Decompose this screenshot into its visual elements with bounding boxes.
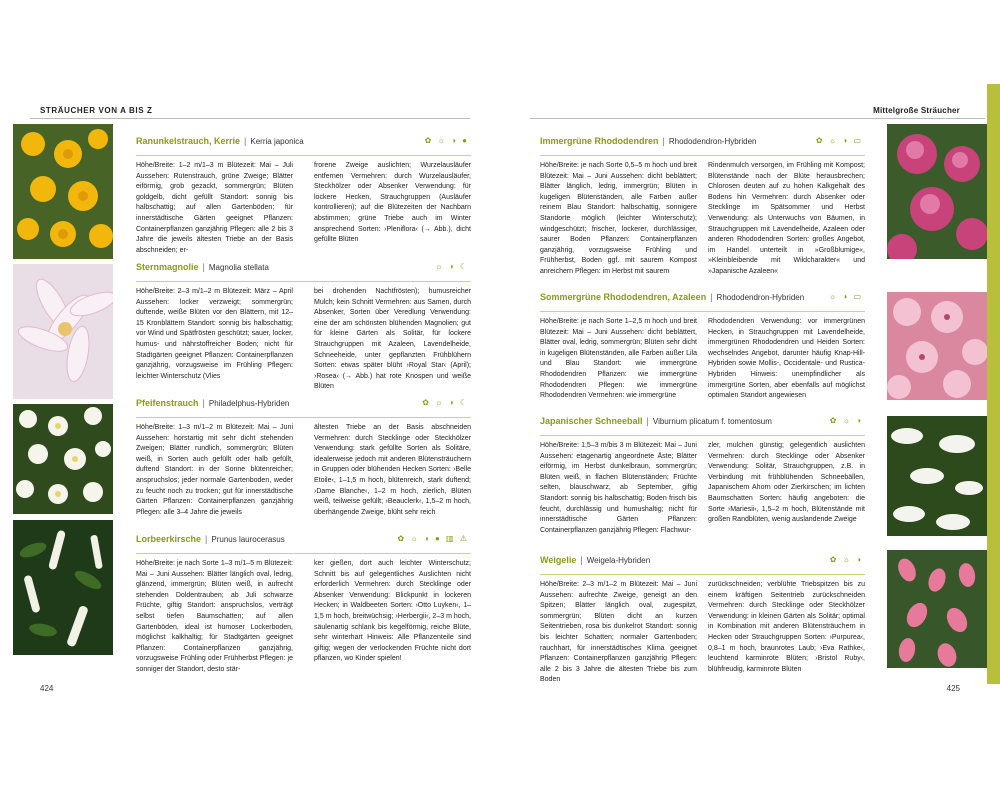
entry-text-col1: Höhe/Breite: je nach Sorte 1–3 m/1–5 m Blütezeit: Mai – Juni Aussehen: Blätter länglich oval, ledrig, glänzend, immergrün; Blüten weiß, in aufrecht stehenden Doldentrauben; ab Juli schwarze Früchte, giftig Standort: anspruchslos, verträgt selbst tiefen Baumschatten; auf allen Gartenböden, ideal ist humoser Lockerboden, möglichst kalkhaltig; für Stadtgärten geeignet Pflanzen: Containerpflanzen ganzjährig, vorzugsweise Frühling oder Frühherbst Pflegen: je sonniger der Standort, desto stär- [136, 560, 293, 673]
photo-philadelphus [13, 404, 113, 539]
entry-prunus: Lorbeerkirsche | Prunus laurocerasus ✿ ☼ ◑ ● ▥ ⚠ Höhe/Breite: je nach Sorte 1–3 m/1–5 m Blütezeit: Mai – Juni Aussehen: Blätter länglich oval, ledrig, glänzend, immergrün; Blüten weiß, in aufrecht stehenden Doldentrauben; ab Juli schwarze Früchte, giftig Standort: anspruchslos, verträgt selbst tiefen Baumschatten; auf allen Gartenböden, ideal ist humoser Lockerboden, möglichst kalkhaltig; für Stadtgärten geeignet Pflanzen: Containerpflanzen ganzjährig, vorzugsweise Frühling oder Frühherbst Pflegen: je sonniger der Standort, desto stär- ker gießen, dort auch leichter Winterschutz; Schnitt bis auf gelegentliches Auslichten nicht erforderlich Vermehren: durch Stecklinge oder Absenker Verwendung: Blickpunkt in lockeren Hecken; in Waldbeeten Sorten: ›Otto Luyken‹, 1–1,5 m hoch, breitwüchsig; ›Herbergii‹, 2–3 m hoch, säulenartig schlank bis kegelförmig, reiche Blüte, sehr winterhart Hinweis: Alle Pflanzenteile sind giftig; wegen der verlockenden Früchte nicht dort pflanzen, wo Kinder spielen! [136, 534, 471, 676]
entry-latin-name: Prunus laurocerasus [211, 535, 285, 544]
entry-latin-name: Rhododendron-Hybriden [716, 293, 805, 302]
right-page [500, 0, 1000, 800]
entry-text-col2: Rhododendren Verwendung: vor immergrünen Hecken, in Strauchgruppen mit Lavendelheide, immergrünen Rhododendren und Heiden Sorten: wechselndes Angebot, darunter häufig Knap-Hill-Hybriden sowie Mollis-, Occidentale- und Rustica-Hybriden Hinweis: unempfindlicher als immergrüne Sorten, aber ebenfalls auf möglichst optimalen Standort angewiesen [708, 318, 865, 400]
photo-azalea [887, 292, 987, 427]
entry-latin-name: Magnolia stellata [208, 263, 269, 272]
entry-immergruene-rhododendren: Immergrüne Rhododendren | Rhododendron-Hybriden ✿ ☼ ◑ ▭ Höhe/Breite: je nach Sorte 0,5–5 m hoch und breit Blütezeit: Mai – Juni Aussehen: dicht beblättert; Blätter länglich, ledrig, immergrün; Blüten in kugeligen Blütenständen, alle Farben außer reinem Blau Standort: halbschattig, sonnigere Standorte möglich (leichter Winterschutz); windgeschützt; frischer, lockerer, durchlässiger, saurer Boden Pflanzen: Containerpflanzen ganzjährig, vorzugsweise Frühling und Frühherbst, Boden ggf. mit saurem Kompost anreichern Pflegen: im Herbst mit saurem Rindenmulch versorgen, im Frühling mit Kompost; Blütenstände nach der Blüte herausbrechen; Chlorosen deuten auf zu hohen Kalkgehalt des Bodens hin Vermehren: durch Absenker oder Stecklinge im Spätsommer und Herbst Verwendung: als Unterwuchs von Bäumen, in Strauchgruppen mit Lavendelheide, Azaleen oder anderen Rhododendren Sorten: großes Angebot, im Handel unterteilt in »Großblumige«, »Kleinbleibende mit Wildcharakter« und »Japanische Azaleen« [540, 136, 865, 278]
entry-text-col1: Höhe/Breite: 1–2 m/1–3 m Blütezeit: Mai – Juli Aussehen: Rutenstrauch, grüne Zweige; Blätter eiförmig, grob gezackt, sommergrün; Blüten goldgelb, dicht gefüllt Standort: sonnig bis halbschattig; auf allen Gartenböden; für innerstädtische Gärten geeignet Pflanzen: Containerpflanzen ganzjährig Pflegen: alle 2 bis 3 Jahre die jeweils ältesten Triebe an der Basis abschneiden; er- [136, 162, 293, 254]
entry-text-col1: Höhe/Breite: 1,5–3 m/bis 3 m Blütezeit: Mai – Juni Aussehen: etagenartig angeordnete Äste; Blätter eiförmig, im Herbst dunkelbraun, sommergrün; Blüten weiß, in flachen Blütenständen; Früchte selten, blauschwarz, ab September, giftig Standort: sonnig bis halbschattig; Boden frisch bis feucht, durchlässig und humushaltig; nicht für innerstädtische Gärten Pflanzen: Containerpflanzen ganzjährig Pflegen: Flachwur- [540, 442, 697, 534]
photo-viburnum [887, 416, 987, 551]
entry-kerria: Ranunkelstrauch, Kerrie | Kerria japonica ✿ ☼ ◑ ● Höhe/Breite: 1–2 m/1–3 m Blütezeit: Mai – Juli Aussehen: Rutenstrauch, grüne Zweige; Blätter eiförmig, grob gezackt, sommergrün; Blüten goldgelb, dicht gefüllt Standort: sonnig bis halbschattig; auf allen Gartenböden; für innerstädtische Gärten geeignet Pflanzen: Containerpflanzen ganzjährig Pflegen: alle 2 bis 3 Jahre die jeweils ältesten Triebe an der Basis abschneiden; er- frorene Zweige auslichten; Wurzelausläufer entfernen Vermehren: durch Wurzelausläufer, Steckhölzer oder Absenker Verwendung: für lockere Hecken, Strauchgruppen (Ausläufer kontrollieren); auf die Blütezeiten der Nachbarn abstimmen; grüne Triebe auch im Winter ansprechend Sorten: ›Pleniflora‹ (→ Abb.), dicht gefüllte Blüten [136, 136, 471, 256]
entry-text-col2: frorene Zweige auslichten; Wurzelausläufer entfernen Vermehren: durch Wurzelausläufer, Steckhölzer oder Absenker Verwendung: für lockere Hecken, Strauchgruppen (Ausläufer kontrollieren); auf die Blütezeiten der Nachbarn abstimmen; grüne Triebe auch im Winter ansprechend Sorten: ›Pleniflora‹ (→ Abb.), dicht gefüllte Blüten [314, 162, 471, 244]
entry-title: Pfeifenstrauch [136, 398, 199, 408]
entry-text-col2: ker gießen, dort auch leichter Winterschutz; Schnitt bis auf gelegentliches Auslichten nicht erforderlich Vermehren: durch Stecklinge oder Absenker Verwendung: Blickpunkt in lockeren Hecken; in Waldbeeten Sorten: ›Otto Luyken‹, 1–1,5 m hoch, breitwüchsig; ›Herbergii‹, 2–3 m hoch, säulenartig schlank bis kegelförmig, reiche Blüte, sehr winterhart Hinweis: Alle Pflanzenteile sind giftig; wegen der verlockenden Früchte nicht dort pflanzen, wo Kinder spielen! [314, 560, 471, 663]
photo-rhododendron [887, 124, 987, 259]
care-symbols-icon: ✿ ☼ ◑ ▭ [815, 136, 863, 145]
entry-text-col1: Höhe/Breite: 2–3 m/1–2 m Blütezeit: März – April Aussehen: locker verzweigt; sommergrün; duftende, weiße Blüten vor den Blättern, mit 12–15 Kronblättern Standort: sonnig bis halbschattig; vor Wind und Spätfrösten geschützt; sauer, locker, humus- und nährstoffreicher Boden; nicht für Stadtgärten geeignet Pflanzen: Containerpflanzen ganzjährig, vorzugsweise im Frühling Pflegen: leichter Winterschutz (Vlies [136, 288, 293, 380]
entry-latin-name: Weigela-Hybriden [586, 556, 651, 565]
entry-philadelphus: Pfeifenstrauch | Philadelphus-Hybriden ✿ ☼ ◑ ☾ Höhe/Breite: 1–3 m/1–2 m Blütezeit: Mai – Juni Aussehen: horstartig mit sehr dicht stehenden Zweigen; Blätter rundlich, sommergrün; Blüten weiß, in Sorten auch gefüllt oder halb gefüllt, duftend Standort: in der Sonne blütenreicher; anspruchslos; jeder normale Gartenboden, weder zu feucht noch zu trocken; gut für innerstädtische Gärten Pflanzen: Containerpflanzen ganzjährig Pflegen: alle 3–4 Jahre die jeweils ältesten Triebe an der Basis abschneiden Vermehren: durch Stecklinge oder Steckhölzer Verwendung: stark gefüllte Sorten als Solitäre, idealerweise jedoch mit anderen Blütensträuchern in Gruppen oder blühenden Hecken Sorten: ›Belle Etoile‹, 1–1,5 m hoch, blütenreich, stark duftend; ›Dame Blanche‹, 1–2 m hoch, zierlich, Blüten weiß, teilweise gefüllt; ›Beauclerk‹, 1,5–2 m hoch, überhängende Zweige, blüht sehr reich [136, 398, 471, 518]
entry-title: Sommergrüne Rhododendren, Azaleen [540, 292, 707, 302]
entry-text-col2: ältesten Triebe an der Basis abschneiden Vermehren: durch Stecklinge oder Steckhölzer Verwendung: stark gefüllte Sorten als Solitäre, idealerweise jedoch mit anderen Blütensträuchern in Gruppen oder blühenden Hecken Sorten: ›Belle Etoile‹, 1–1,5 m hoch, blütenreich, stark duftend; ›Dame Blanche‹, 1–2 m hoch, zierlich, Blüten weiß, teilweise gefüllt; ›Beauclerk‹, 1,5–2 m hoch, überhängende Zweige, blüht sehr reich [314, 424, 471, 516]
entry-title: Japanischer Schneeball [540, 416, 643, 426]
care-symbols-icon: ✿ ☼ ◑ [829, 416, 863, 425]
entry-text-col2: Rindenmulch versorgen, im Frühling mit Kompost; Blütenstände nach der Blüte herausbrechen; Chlorosen deuten auf zu hohen Kalkgehalt des Bodens hin Vermehren: durch Absenker oder Stecklinge im Spätsommer und Herbst Verwendung: als Unterwuchs von Bäumen, in Strauchgruppen mit Lavendelheide, Azaleen oder anderen Rhododendren Sorten: großes Angebot, im Handel unterteilt in »Großblumige«, »Kleinbleibende mit Wildcharakter« und »Japanische Azaleen« [708, 162, 865, 275]
entry-text-col1: Höhe/Breite: je nach Sorte 1–2,5 m hoch und breit Blütezeit: Mai – Juni Aussehen: dicht beblättert, Blätter oval, ledrig, sommergrün; Blüten sehr dicht in kugeligen Blütenständen, alle Farben außer Lila und Blau Standort: wie immergrüne Rhododendren Pflanzen: wie immergrüne Rhododendren Pflegen: wie immergrüne Rhododendren Vermehren: wie immergrüne [540, 318, 697, 400]
entry-sommergruene-rhododendren: Sommergrüne Rhododendren, Azaleen | Rhododendron-Hybriden ☼ ◑ ▭ Höhe/Breite: je nach Sorte 1–2,5 m hoch und breit Blütezeit: Mai – Juni Aussehen: dicht beblättert, Blätter oval, ledrig, sommergrün; Blüten sehr dicht in kugeligen Blütenständen, alle Farben außer Lila und Blau Standort: wie immergrüne Rhododendren Pflanzen: wie immergrüne Rhododendren Pflegen: wie immergrüne Rhododendren Vermehren: wie immergrüne Rhododendren Verwendung: vor immergrünen Hecken, in Strauchgruppen mit Lavendelheide, immergrünen Rhododendren und Heiden Sorten: wechselndes Angebot, darunter häufig Knap-Hill-Hybriden sowie Mollis-, Occidentale- und Rustica-Hybriden Hinweis: unempfindlicher als immergrüne Sorten, aber ebenfalls auf möglichst optimalen Standort angewiesen [540, 292, 865, 402]
entry-japanischer-schneeball: Japanischer Schneeball | Viburnum plicatum f. tomentosum ✿ ☼ ◑ Höhe/Breite: 1,5–3 m/bis 3 m Blütezeit: Mai – Juni Aussehen: etagenartig angeordnete Äste; Blätter eiförmig, im Herbst dunkelbraun, sommergrün; Blüten weiß, in flachen Blütenständen; Früchte selten, blauschwarz, ab September, giftig Standort: sonnig bis halbschattig; Boden frisch bis feucht, durchlässig und humushaltig; nicht für innerstädtische Gärten Pflanzen: Containerpflanzen ganzjährig Pflegen: Flachwur- zler, mulchen günstig; gelegentlich auslichten Vermehren: durch Stecklinge oder Absenker Verwendung: Solitär, Strauchgruppen, z.B. in Verbindung mit frühblühenden Schneebällen, Japanischem Ahorn oder Zierkirschen; im lichten Baumschatten Sorten: häufig angeboten: die Sorte ›Mariesii‹, 1,5–2 m hoch, Blütenstände mit großen Randblüten, wenig auslandende Zweige [540, 416, 865, 536]
care-symbols-icon: ✿ ☼ ◑ ● ▥ ⚠ [397, 534, 469, 543]
running-head-right: Mittelgroße Sträucher [873, 106, 960, 115]
entry-latin-name: Rhododendron-Hybriden [668, 137, 757, 146]
entry-magnolia: Sternmagnolie | Magnolia stellata ☼ ◑ ☾ Höhe/Breite: 2–3 m/1–2 m Blütezeit: März – April Aussehen: locker verzweigt; sommergrün; duftende, weiße Blüten vor den Blättern, mit 12–15 Kronblättern Standort: sonnig bis halbschattig; vor Wind und Spätfrösten geschützt; sauer, locker, humus- und nährstoffreicher Boden; nicht für Stadtgärten geeignet Pflanzen: Containerpflanzen ganzjährig, vorzugsweise im Frühling Pflegen: leichter Winterschutz (Vlies bei drohenden Nachtfrösten); humusreicher Mulch; kein Schnitt Vermehren: aus Samen, durch Absenker, Sorten über Veredlung Verwendung: eine der am schönsten blühenden Magnolien; gut für kleine Gärten als Solitär, für lockere Strauchgruppen mit Azaleen, Lavendelheide, Schneeheide, unter gepflanzten Frühblühern Sorten: etwas später blüht ›Royal Star‹ (April); ›Rosea‹ (→ Abb.) hat rote Knospen und weiße Blüten [136, 262, 471, 393]
entry-latin-name: Viburnum plicatum f. tomentosum [652, 417, 772, 426]
page-number-right: 425 [946, 684, 960, 693]
entry-text-col1: Höhe/Breite: 1–3 m/1–2 m Blütezeit: Mai – Juni Aussehen: horstartig mit sehr dicht stehenden Zweigen; Blätter rundlich, sommergrün; Blüten weiß, in Sorten auch gefüllt oder halb gefüllt, duftend Standort: in der Sonne blütenreicher; anspruchslos; jeder normale Gartenboden, weder zu feucht noch zu trocken; gut für innerstädtische Gärten Pflanzen: Containerpflanzen ganzjährig Pflegen: alle 3–4 Jahre die jeweils [136, 424, 293, 516]
entry-title: Weigelie [540, 555, 577, 565]
entry-text-col2: zurückschneiden; verblühte Triebspitzen bis zu einem kräftigen Seitentrieb zurückschneiden Vermehren: durch Stecklinge oder Steckhölzer Verwendung: in kleinen Gärten als Solitär; optimal in Kombination mit anderen Blütensträuchern in Hecken oder Strauchgruppen Sorten: ›Purpurea‹, 0,8–1 m hoch, braunrotes Laub; ›Eva Rathke‹, leuchtend karminrote Blüten; ›Bristol Ruby‹, blühfreudig, karminrote Blüten [708, 581, 865, 673]
care-symbols-icon: ☼ ◑ ▭ [828, 292, 863, 301]
care-symbols-icon: ✿ ☼ ◑ ☾ [422, 398, 469, 407]
photo-weigela [887, 550, 987, 685]
entry-text-col1: Höhe/Breite: je nach Sorte 0,5–5 m hoch und breit Blütezeit: Mai – Juni Aussehen: dicht beblättert; Blätter länglich, ledrig, immergrün; Blüten in kugeligen Blütenständen, alle Farben außer reinem Blau Standort: halbschattig, sonnigere Standorte möglich (leichter Winterschutz); windgeschützt; frischer, lockerer, durchlässiger, saurer Boden Pflanzen: Containerpflanzen ganzjährig, vorzugsweise Frühling und Frühherbst, Boden ggf. mit saurem Kompost anreichern Pflegen: im Herbst mit saurem [540, 162, 697, 275]
entry-title: Immergrüne Rhododendren [540, 136, 659, 146]
header-rule-right [530, 118, 985, 119]
entry-latin-name: Philadelphus-Hybriden [208, 399, 290, 408]
entry-title: Ranunkelstrauch, Kerrie [136, 136, 241, 146]
entry-weigelie: Weigelie | Weigela-Hybriden ✿ ☼ ◑ Höhe/Breite: 2–3 m/1–2 m Blütezeit: Mai – Juni Aussehen: aufrechte Zweige, geneigt an den Spitzen; Blätter länglich oval, zugespitzt, sommergrün; Blüten dicht an kurzen Seitentrieben, rosa bis dunkelrot Standort: sonnig bis leichter Schatten; normaler Gartenboden; rauchhart, für innerstädtisches Klima geeignet Pflanzen: Containerpflanzen ganzjährig Pflegen: alle 2 bis 3 Jahre die ältesten Triebe bis zum Boden zurückschneiden; verblühte Triebspitzen bis zu einem kräftigen Seitentrieb zurückschneiden Vermehren: durch Stecklinge oder Steckhölzer Verwendung: in kleinen Gärten als Solitär; optimal in Kombination mit anderen Blütensträuchern in Hecken oder Strauchgruppen Sorten: ›Purpurea‹, 0,8–1 m hoch, braunrotes Laub; ›Eva Rathke‹, leuchtend karminrote Blüten; ›Bristol Ruby‹, blühfreudig, karminrote Blüten [540, 555, 865, 686]
page-number-left: 424 [40, 684, 54, 693]
entry-title: Lorbeerkirsche [136, 534, 202, 544]
running-head-left: STRÄUCHER VON A BIS Z [40, 106, 153, 115]
entry-text-col2: zler, mulchen günstig; gelegentlich auslichten Vermehren: durch Stecklinge oder Absenker Verwendung: Solitär, Strauchgruppen, z.B. in Verbindung mit frühblühenden Schneebällen, Japanischem Ahorn oder Zierkirschen; im lichten Baumschatten Sorten: häufig angeboten: die Sorte ›Mariesii‹, 1,5–2 m hoch, Blütenstände mit großen Randblüten, wenig auslandende Zweige [708, 442, 865, 524]
header-rule-left [30, 118, 470, 119]
care-symbols-icon: ✿ ☼ ◑ ● [424, 136, 469, 145]
care-symbols-icon: ☼ ◑ ☾ [435, 262, 469, 271]
accent-bar [987, 84, 1000, 684]
entry-title: Sternmagnolie [136, 262, 199, 272]
care-symbols-icon: ✿ ☼ ◑ [829, 555, 863, 564]
entry-latin-name: Kerria japonica [250, 137, 304, 146]
entry-text-col1: Höhe/Breite: 2–3 m/1–2 m Blütezeit: Mai – Juni Aussehen: aufrechte Zweige, geneigt an den Spitzen; Blätter länglich oval, zugespitzt, sommergrün; Blüten dicht an kurzen Seitentrieben, rosa bis dunkelrot Standort: sonnig bis leichter Schatten; normaler Gartenboden; rauchhart, für innerstädtisches Klima geeignet Pflanzen: Containerpflanzen ganzjährig Pflegen: alle 2 bis 3 Jahre die ältesten Triebe bis zum Boden [540, 581, 697, 684]
photo-prunus [13, 520, 113, 655]
entry-text-col2: bei drohenden Nachtfrösten); humusreicher Mulch; kein Schnitt Vermehren: aus Samen, durch Absenker, Sorten über Veredlung Verwendung: eine der am schönsten blühenden Magnolien; gut für kleine Gärten als Solitär, für lockere Strauchgruppen mit Azaleen, Lavendelheide, Schneeheide, unter gepflanzten Frühblühern Sorten: etwas später blüht ›Royal Star‹ (April); ›Rosea‹ (→ Abb.) hat rote Knospen und weiße Blüten [314, 288, 471, 391]
photo-magnolia [13, 264, 113, 399]
photo-kerria [13, 124, 113, 259]
